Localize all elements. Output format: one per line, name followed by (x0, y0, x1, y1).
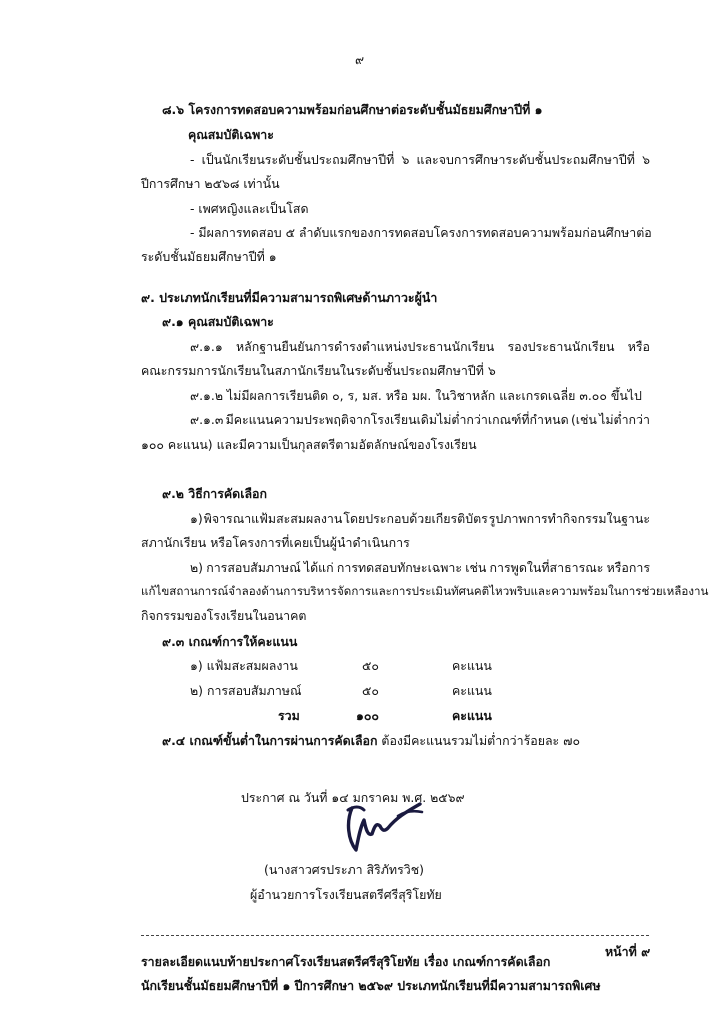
footer-divider (141, 935, 649, 936)
score-label: ๑) แฟ้มสะสมผลงาน (190, 658, 298, 673)
page-number: ๙ (355, 52, 365, 67)
score-total-value: ๑๐๐ (356, 708, 379, 723)
footer-page-label: หน้าที่ ๙ (605, 944, 651, 959)
paragraph-line: - มีผลการทดสอบ ๕ ลำดับแรกของการทดสอบโครงการทดสอบความพร้อมก่อนศึกษาต่อ (190, 225, 652, 240)
signer-name: (นางสาวศรประภา สิริภัทรวิช) (264, 862, 424, 877)
signature-image (338, 790, 428, 858)
paragraph-line: ปีการศึกษา ๒๕๖๘ เท่านั้น (141, 176, 280, 191)
signer-title: ผู้อำนวยการโรงเรียนสตรีศรีสุริโยทัย (250, 887, 442, 902)
subheading: ๙.๑ คุณสมบัติเฉพาะ (162, 314, 274, 329)
footer-line: นักเรียนชั้นมัธยมศึกษาปีที่ ๑ ปีการศึกษา ๒๕๖๙ ประเภทนักเรียนที่มีความสามารถพิเศษ (141, 978, 601, 993)
paragraph-line: - เป็นนักเรียนระดับชั้นประถมศึกษาปีที่ ๖ และจบการศึกษาระดับชั้นประถมศึกษาปีที่ ๖ (190, 152, 650, 167)
paragraph-line: ๙.๑.๒ ไม่มีผลการเรียนติด ๐, ร, มส. หรือ มผ. ในวิชาหลัก และเกรดเฉลี่ย ๓.๐๐ ขึ้นไป (190, 388, 642, 403)
score-total-unit: คะแนน (452, 708, 492, 723)
section-title: ๙. ประเภทนักเรียนที่มีความสามารถพิเศษด้านภาวะผู้นำ (141, 290, 438, 305)
paragraph-line: กิจกรรมของโรงเรียนในอนาคต (141, 608, 307, 623)
subheading: คุณสมบัติเฉพาะ (188, 127, 274, 142)
paragraph-line: ๙.๑.๑ หลักฐานยืนยันการดำรงตำแหน่งประธานนักเรียน รองประธานนักเรียน หรือ (190, 339, 650, 354)
score-unit: คะแนน (452, 683, 492, 698)
paragraph-line: ๑) พิจารณาแฟ้มสะสมผลงาน โดยประกอบด้วยเกียรติบัตร รูปภาพการทำกิจกรรมในฐานะ (190, 511, 650, 526)
score-value: ๕๐ (362, 683, 379, 698)
subheading: ๙.๒ วิธีการคัดเลือก (162, 486, 268, 501)
score-unit: คะแนน (452, 658, 492, 673)
score-total-row (0, 710, 727, 728)
paragraph-line: ๑๐๐ คะแนน) และมีความเป็นกุลสตรีตามอัตลักษณ์ของโรงเรียน (141, 437, 477, 452)
section-title: ๘.๖ โครงการทดสอบความพร้อมก่อนศึกษาต่อระดับชั้นมัธยมศึกษาปีที่ ๑ (162, 102, 543, 117)
paragraph-line: แก้ไขสถานการณ์จำลองด้านการบริหารจัดการ และการประเมินทัศนคติ ไหวพริบ และความพร้อมในการช่วยเหลืองาน (141, 584, 709, 598)
score-total-label: รวม (278, 708, 300, 723)
footer-line: รายละเอียดแนบท้ายประกาศโรงเรียนสตรีศรีสุริโยทัย เรื่อง เกณฑ์การคัดเลือก (141, 954, 551, 969)
paragraph-line: คณะกรรมการนักเรียนในสภานักเรียนในระดับชั้นประถมศึกษาปีที่ ๖ (141, 363, 496, 378)
subheading: ๙.๓ เกณฑ์การให้คะแนน (162, 634, 298, 649)
paragraph-line: - เพศหญิงและเป็นโสด (190, 201, 309, 216)
criteria-text: ต้องมีคะแนนรวมไม่ต่ำกว่าร้อยละ ๗๐ (377, 733, 581, 748)
score-row (0, 660, 727, 678)
score-value: ๕๐ (362, 658, 379, 673)
criteria-line (162, 735, 580, 747)
paragraph-line: ระดับชั้นมัธยมศึกษาปีที่ ๑ (141, 249, 277, 264)
paragraph-line: ๒) การสอบสัมภาษณ์ ได้แก่ การทดสอบทักษะเฉพาะ เช่น การพูดในที่สาธารณะ หรือการ (190, 560, 650, 575)
paragraph-line: ๙.๑.๓ มีคะแนนความประพฤติจากโรงเรียนเดิมไม่ต่ำกว่าเกณฑ์ที่กำหนด (เช่น ไม่ต่ำกว่า (190, 412, 650, 427)
announcement-date: ประกาศ ณ วันที่ ๑๔ มกราคม พ.ศ. ๒๕๖๙ (241, 790, 465, 805)
paragraph-line: สภานักเรียน หรือโครงการที่เคยเป็นผู้นำดำเนินการ (141, 535, 410, 550)
score-row (0, 685, 727, 703)
score-label: ๒) การสอบสัมภาษณ์ (190, 683, 302, 698)
criteria-heading: ๙.๔ เกณฑ์ขั้นต่ำในการผ่านการคัดเลือก (162, 733, 378, 748)
